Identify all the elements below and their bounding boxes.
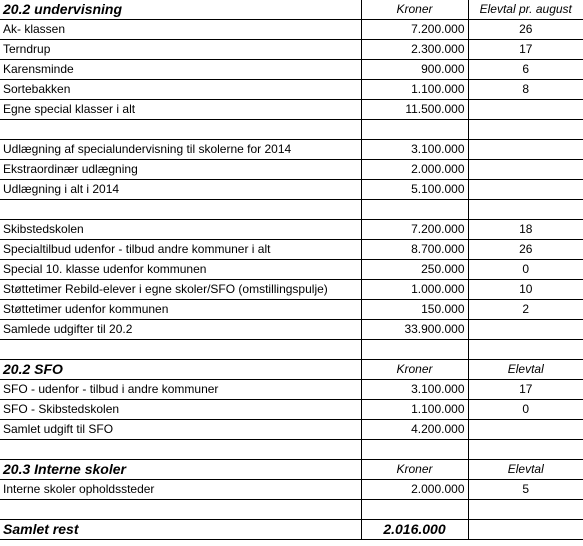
table-row <box>0 140 583 160</box>
count-cell[interactable] <box>468 160 583 180</box>
amount-cell[interactable]: 11.500.000 <box>361 100 468 120</box>
count-cell[interactable]: 10 <box>468 280 583 300</box>
amount-cell[interactable]: 8.700.000 <box>361 240 468 260</box>
table-row <box>0 380 583 400</box>
row-label-cell[interactable]: Egne special klasser i alt <box>0 100 361 120</box>
amount-cell[interactable]: 3.100.000 <box>361 380 468 400</box>
section-title: 20.3 Interne skoler <box>0 460 361 480</box>
amount-cell[interactable]: 2.300.000 <box>361 40 468 60</box>
table-row <box>0 20 583 40</box>
amount-cell[interactable]: 4.200.000 <box>361 420 468 440</box>
blank-row <box>0 440 583 460</box>
table-row <box>0 400 583 420</box>
row-label-cell[interactable] <box>0 340 361 360</box>
column-header-kroner: Kroner <box>361 460 468 480</box>
row-label-cell[interactable] <box>0 120 361 140</box>
count-cell[interactable] <box>468 420 583 440</box>
row-label-cell[interactable]: Interne skoler opholdssteder <box>0 480 361 500</box>
count-cell[interactable]: 0 <box>468 260 583 280</box>
amount-cell[interactable]: 7.200.000 <box>361 20 468 40</box>
amount-cell[interactable]: 1.000.000 <box>361 280 468 300</box>
section-header-row <box>0 0 583 20</box>
count-cell[interactable]: 0 <box>468 400 583 420</box>
row-label-cell[interactable]: Karensminde <box>0 60 361 80</box>
row-label-cell[interactable] <box>0 500 361 520</box>
total-label: Samlet rest <box>0 520 361 540</box>
table-row <box>0 320 583 340</box>
row-label-cell[interactable]: Sortebakken <box>0 80 361 100</box>
amount-cell[interactable]: 2.000.000 <box>361 480 468 500</box>
amount-cell[interactable]: 1.100.000 <box>361 80 468 100</box>
count-cell[interactable]: 26 <box>468 20 583 40</box>
row-label-cell[interactable] <box>0 200 361 220</box>
count-cell[interactable] <box>468 120 583 140</box>
section-header-row <box>0 460 583 480</box>
row-label-cell[interactable]: Specialtilbud udenfor - tilbud andre kommuner i alt <box>0 240 361 260</box>
amount-cell[interactable] <box>361 500 468 520</box>
count-cell[interactable] <box>468 180 583 200</box>
blank-row <box>0 120 583 140</box>
amount-cell[interactable]: 150.000 <box>361 300 468 320</box>
table-row <box>0 80 583 100</box>
table-row <box>0 180 583 200</box>
count-cell[interactable] <box>468 500 583 520</box>
table-row <box>0 100 583 120</box>
count-cell[interactable]: 8 <box>468 80 583 100</box>
amount-cell[interactable] <box>361 340 468 360</box>
row-label-cell[interactable]: Udlægning af specialundervisning til skolerne for 2014 <box>0 140 361 160</box>
amount-cell[interactable]: 2.000.000 <box>361 160 468 180</box>
count-cell[interactable]: 6 <box>468 60 583 80</box>
table-row <box>0 260 583 280</box>
amount-cell[interactable]: 1.100.000 <box>361 400 468 420</box>
count-cell[interactable]: 2 <box>468 300 583 320</box>
row-label-cell[interactable]: Udlægning i alt i 2014 <box>0 180 361 200</box>
table-row <box>0 480 583 500</box>
row-label-cell[interactable]: Special 10. klasse udenfor kommunen <box>0 260 361 280</box>
count-cell[interactable]: 17 <box>468 40 583 60</box>
row-label-cell[interactable]: Samlede udgifter til 20.2 <box>0 320 361 340</box>
count-cell[interactable]: 18 <box>468 220 583 240</box>
row-label-cell[interactable]: Samlet udgift til SFO <box>0 420 361 440</box>
amount-cell[interactable]: 5.100.000 <box>361 180 468 200</box>
amount-cell[interactable] <box>361 200 468 220</box>
blank-row <box>0 200 583 220</box>
row-label-cell[interactable]: Støttetimer Rebild-elever i egne skoler/SFO (omstillingspulje) <box>0 280 361 300</box>
table-row <box>0 160 583 180</box>
row-label-cell[interactable]: Skibstedskolen <box>0 220 361 240</box>
amount-cell[interactable] <box>361 440 468 460</box>
count-cell[interactable]: 5 <box>468 480 583 500</box>
column-header-kroner: Kroner <box>361 0 468 20</box>
blank-row <box>0 340 583 360</box>
section-title: 20.2 undervisning <box>0 0 361 20</box>
count-cell[interactable]: 26 <box>468 240 583 260</box>
count-cell[interactable] <box>468 200 583 220</box>
column-header-count: Elevtal <box>468 360 583 380</box>
row-label-cell[interactable] <box>0 440 361 460</box>
amount-cell[interactable]: 900.000 <box>361 60 468 80</box>
count-cell[interactable] <box>468 100 583 120</box>
amount-cell[interactable]: 33.900.000 <box>361 320 468 340</box>
row-label-cell[interactable]: SFO - udenfor - tilbud i andre kommuner <box>0 380 361 400</box>
table-row <box>0 300 583 320</box>
column-header-count: Elevtal pr. august <box>468 0 583 20</box>
row-label-cell[interactable]: Terndrup <box>0 40 361 60</box>
count-cell[interactable] <box>468 140 583 160</box>
column-header-count: Elevtal <box>468 460 583 480</box>
row-label-cell[interactable]: SFO - Skibstedskolen <box>0 400 361 420</box>
count-cell[interactable] <box>468 440 583 460</box>
amount-cell[interactable]: 250.000 <box>361 260 468 280</box>
table-row <box>0 40 583 60</box>
count-cell[interactable]: 17 <box>468 380 583 400</box>
table-row <box>0 220 583 240</box>
table-row <box>0 280 583 300</box>
table-row <box>0 420 583 440</box>
table-row <box>0 60 583 80</box>
total-amount: 2.016.000 <box>361 520 468 540</box>
section-title: 20.2 SFO <box>0 360 361 380</box>
column-header-kroner: Kroner <box>361 360 468 380</box>
total-empty-cell[interactable] <box>468 520 583 540</box>
amount-cell[interactable]: 7.200.000 <box>361 220 468 240</box>
row-label-cell[interactable]: Ak- klassen <box>0 20 361 40</box>
table-row <box>0 240 583 260</box>
blank-row <box>0 500 583 520</box>
total-row <box>0 520 583 540</box>
row-label-cell[interactable]: Ekstraordinær udlægning <box>0 160 361 180</box>
section-header-row <box>0 360 583 380</box>
amount-cell[interactable]: 3.100.000 <box>361 140 468 160</box>
row-label-cell[interactable]: Støttetimer udenfor kommunen <box>0 300 361 320</box>
amount-cell[interactable] <box>361 120 468 140</box>
count-cell[interactable] <box>468 340 583 360</box>
count-cell[interactable] <box>468 320 583 340</box>
